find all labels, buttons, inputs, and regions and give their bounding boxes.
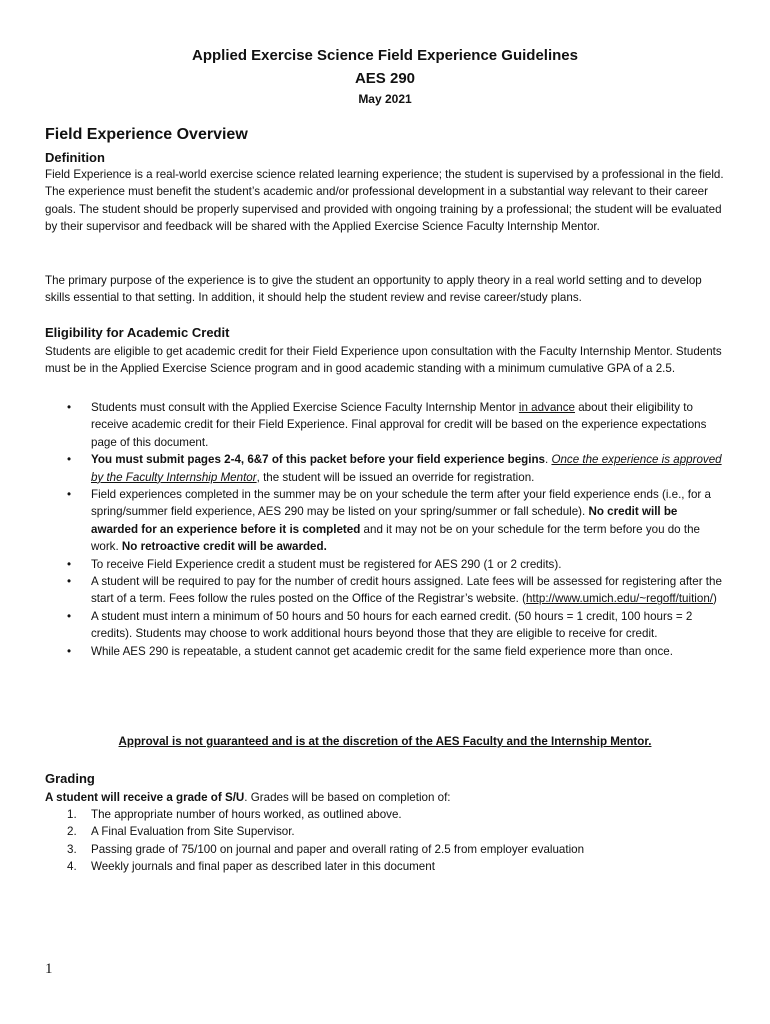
bullet-icon: • (67, 557, 72, 571)
list-item: • Field experiences completed in the summer may be on your schedule the term after your field experience ends (i.e., for a spring/summer field experience, AES 290 may be listed on your spring/summer or fall schedule). No credit will be awarded for an experience before it is completed and it may not be on your schedule for the term before you do the work. No retroactive credit will be awarded. (67, 488, 711, 554)
document-title: Applied Exercise Science Field Experience Guidelines (192, 47, 578, 64)
list-item: 2. A Final Evaluation from Site Supervisor. (67, 825, 295, 839)
course-code: AES 290 (354, 70, 416, 87)
overview-heading: Field Experience Overview (45, 126, 248, 143)
list-item: 4. Weekly journals and final paper as described later in this document (67, 860, 435, 874)
bullet-icon: • (67, 401, 72, 414)
list-item: • While AES 290 is repeatable, a student cannot get academic credit for the same field experience more than once. (45, 643, 725, 660)
list-item: • You must submit pages 2-4, 6&7 of this packet before your field experience begins. Once the experience is approved by the Faculty Internship Mentor, the student will be issued an override for registration. (67, 453, 722, 484)
list-item: • To receive Field Experience credit a student must be registered for AES 290 (1 or 2 credits). (45, 556, 725, 573)
page-number: 1 (45, 961, 53, 977)
definition-paragraph: Field Experience is a real-world exercise science related learning experience; the student is supervised by a professional in the field. The experience must benefit the student’s academic and/or professional development in a substantial way relevant to their career goals. The student should be properly supervised and provided with ongoing training by a professional; the student will be evaluated by their supervisor and feedback will be shared with the Applied Exercise Science Faculty Internship Mentor. (45, 168, 724, 234)
document-date: May 2021 (358, 92, 412, 106)
list-item: • A student must intern a minimum of 50 hours and 50 hours for each earned credit. (50 hours = 1 credit, 100 hours = 2 credits). Students may choose to work additional hours beyond those that they are eligible to receive for credit. (67, 609, 693, 641)
list-item: • A student will be required to pay for the number of credit hours assigned. Late fees will be assessed for registering after the start of a term. Fees follow the rules posted on the Office of the Registrar’s website. (http://www.umich.edu/~regoff/tuition/) (67, 575, 722, 606)
bullet-icon: • (67, 453, 72, 467)
bullet-icon: • (67, 609, 72, 623)
list-item: 1. The appropriate number of hours worked, as outlined above. (67, 808, 402, 821)
grading-heading: Grading (45, 771, 95, 786)
purpose-paragraph: The primary purpose of the experience is to give the student an opportunity to apply theory in a real world setting and to develop skills essential to that setting. In addition, it should help the student review and revise career/study plans. (45, 274, 702, 305)
grading-criteria-list (45, 806, 725, 876)
eligibility-bullet-list (45, 399, 725, 660)
grading-intro: A student will receive a grade of S/U. Grades will be based on completion of: (45, 791, 451, 804)
bullet-icon: • (67, 644, 72, 658)
bullet-icon: • (67, 488, 72, 502)
eligibility-heading: Eligibility for Academic Credit (45, 325, 230, 340)
list-item: 3. Passing grade of 75/100 on journal and paper and overall rating of 2.5 from employer evaluation (67, 842, 585, 856)
registrar-tuition-link[interactable]: http://www.umich.edu/~regoff/tuition/ (525, 592, 713, 606)
definition-heading: Definition (45, 150, 105, 165)
list-item: • Students must consult with the Applied Exercise Science Faculty Internship Mentor in advance about their eligibility to receive academic credit for their Field Experience. Final approval for credit will be based on the experience expectations page of this document. (67, 401, 707, 449)
eligibility-paragraph: Students are eligible to get academic credit for their Field Experience upon consultation with the Faculty Internship Mentor. Students must be in the Applied Exercise Science program and in good academic standing with a minimum cumulative GPA of a 2.5. (45, 345, 722, 376)
approval-note: Approval is not guaranteed and is at the discretion of the AES Faculty and the Internship Mentor. (118, 735, 652, 748)
bullet-icon: • (67, 575, 72, 589)
